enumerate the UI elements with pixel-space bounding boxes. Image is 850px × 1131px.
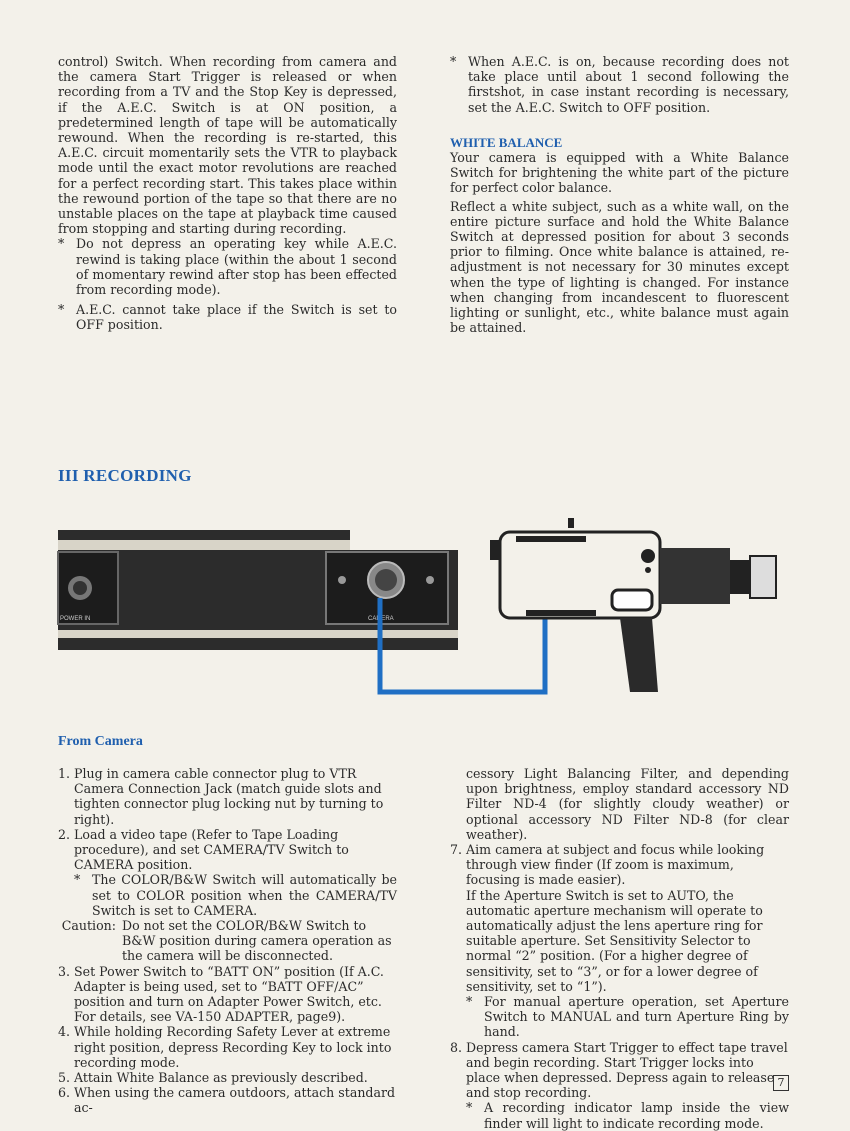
step-item [58,1070,397,1085]
step-text: Aim camera at subject and focus while looking through view finder (If zoom is maximum, focusing is made easier). [466,842,765,888]
step-text: Attain White Balance as previously described. [74,1070,368,1086]
step-number: 8. [450,1039,463,1055]
step-text: Set Power Switch to “BATT ON” position (If A.C. Adapter is being used, set to “BATT OFF/AC” position and turn on Adapter Power Switch, etc. For details, see VA-150 ADAPTER, page9). [74,963,384,1025]
camera-connection-illustration [0,512,850,712]
step-content [74,827,397,918]
step-item [58,766,397,827]
note-item [58,302,397,332]
step-number: 4. [58,1024,71,1040]
step-continuation: cessory Light Balancing Filter, and depending upon brightness, employ standard accessory ND Filter ND-4 (for slightly cloudy weather) or optional accessory ND Filter ND-8 (for clear weather). [466,766,789,842]
step-number: 1. [58,766,71,781]
step-item [58,964,397,1025]
from-camera-subtitle: From Camera [58,734,143,749]
camera-jack-label: CAMERA [368,616,394,622]
step-content [466,1040,789,1131]
white-balance-paragraph: Reflect a white subject, such as a white wall, on the entire picture surface and hold the White Balance Switch at depressed position for about 3 seconds prior to filming. Once white balance is attained, re-adjustment is not necessary for 30 minutes except when the type of lighting is changed. For instance when changing from incandescent to fluorescent lighting or sunlight, etc., white balance must again be attained. [450,198,789,336]
caution-label: Caution: [61,918,116,934]
white-balance-heading: WHITE BALANCE [450,134,563,150]
note-text: A.E.C. cannot take place if the Switch is set to OFF position. [76,302,397,333]
note-text: A recording indicator lamp inside the view finder will light to indicate recording mode. [484,1100,789,1131]
steps-left-column [58,766,397,1116]
white-balance-paragraph: Your camera is equipped with a White Balance Switch for brightening the white part of the picture for perfect color balance. [450,150,789,196]
asterisk-marker: * [450,54,457,69]
caution-text: Do not set the COLOR/B&W Switch to B&W position during camera operation as the camera will be disconnected. [122,918,392,964]
top-left-column [58,54,397,333]
asterisk-marker: * [74,872,81,888]
step-number: 2. [58,826,71,842]
step-text: Load a video tape (Refer to Tape Loading procedure), and set CAMERA/TV Switch to CAMERA position. [74,826,349,873]
video-camera-icon [490,518,776,692]
step-item [58,1024,397,1070]
aec-paragraph: control) Switch. When recording from camera and the camera Start Trigger is released or when recording from a TV and the Stop Key is depressed, if the A.E.C. Switch is at ON position, a predetermined length of tape will be automatically rewound. When the recording is re-started, this A.E.C. circuit momentarily sets the VTR to playback mode until the exact motor revolutions are reached for a perfect recording start. This takes place within the rewound portion of the tape so that there are no unstable places on the tape at playback time caused from stopping and starting during recording. [58,54,397,237]
step-number: 7. [450,842,463,858]
step-item [58,1085,397,1115]
note-item [466,1100,789,1130]
step-content [466,842,789,1040]
caution-item [58,918,397,964]
note-item [74,872,397,918]
section-title: III RECORDING [58,466,192,485]
step-item [58,827,397,918]
step-item [450,1040,789,1131]
step-text: Plug in camera cable connector plug to VTR Camera Connection Jack (match guide slots and tighten connector plug locking nut by turning to right). [74,766,384,827]
note-item [466,994,789,1040]
note-item [450,54,789,115]
asterisk-marker: * [466,994,473,1010]
asterisk-marker: * [466,1100,473,1116]
asterisk-marker: * [58,302,65,318]
step-text: When using the camera outdoors, attach standard ac- [74,1085,396,1116]
power-in-label: POWER IN [60,616,91,622]
step-item [450,842,789,1040]
step-number: 6. [58,1085,71,1101]
step-text: Depress camera Start Trigger to effect tape travel and begin recording. Start Trigger locks into place when depressed. Depress again to release and stop recording. [466,1039,788,1101]
top-right-column [450,54,789,335]
page-number: 7 [773,1075,789,1091]
step-text: If the Aperture Switch is set to AUTO, the automatic aperture mechanism will operate to automatically adjust the lens aperture ring for suitable aperture. Set Sensitivity Selector to normal “2” position. (For a higher degree of sensitivity, set to “3”, or for a lower degree of sensitivity, set to “1”). [466,887,763,994]
steps-right-column [450,766,789,1131]
note-text: When A.E.C. is on, because recording does not take place until about 1 second following the firstshot, in case instant recording is necessary, set the A.E.C. Switch to OFF position. [468,54,789,115]
step-text: While holding Recording Safety Lever at extreme right position, depress Recording Key to lock into recording mode. [74,1024,392,1070]
step-number: 5. [58,1070,71,1086]
note-text: For manual aperture operation, set Aperture Switch to MANUAL and turn Aperture Ring by hand. [484,994,789,1040]
asterisk-marker: * [58,236,65,252]
step-number: 3. [58,963,71,979]
note-text: The COLOR/B&W Switch will automatically be set to COLOR position when the CAMERA/TV Switch is set to CAMERA. [92,872,397,918]
note-text: Do not depress an operating key while A.E.C. rewind is taking place (within the about 1 second of momentary rewind after stop has been effected from recording mode). [76,236,397,298]
note-item [58,236,397,297]
